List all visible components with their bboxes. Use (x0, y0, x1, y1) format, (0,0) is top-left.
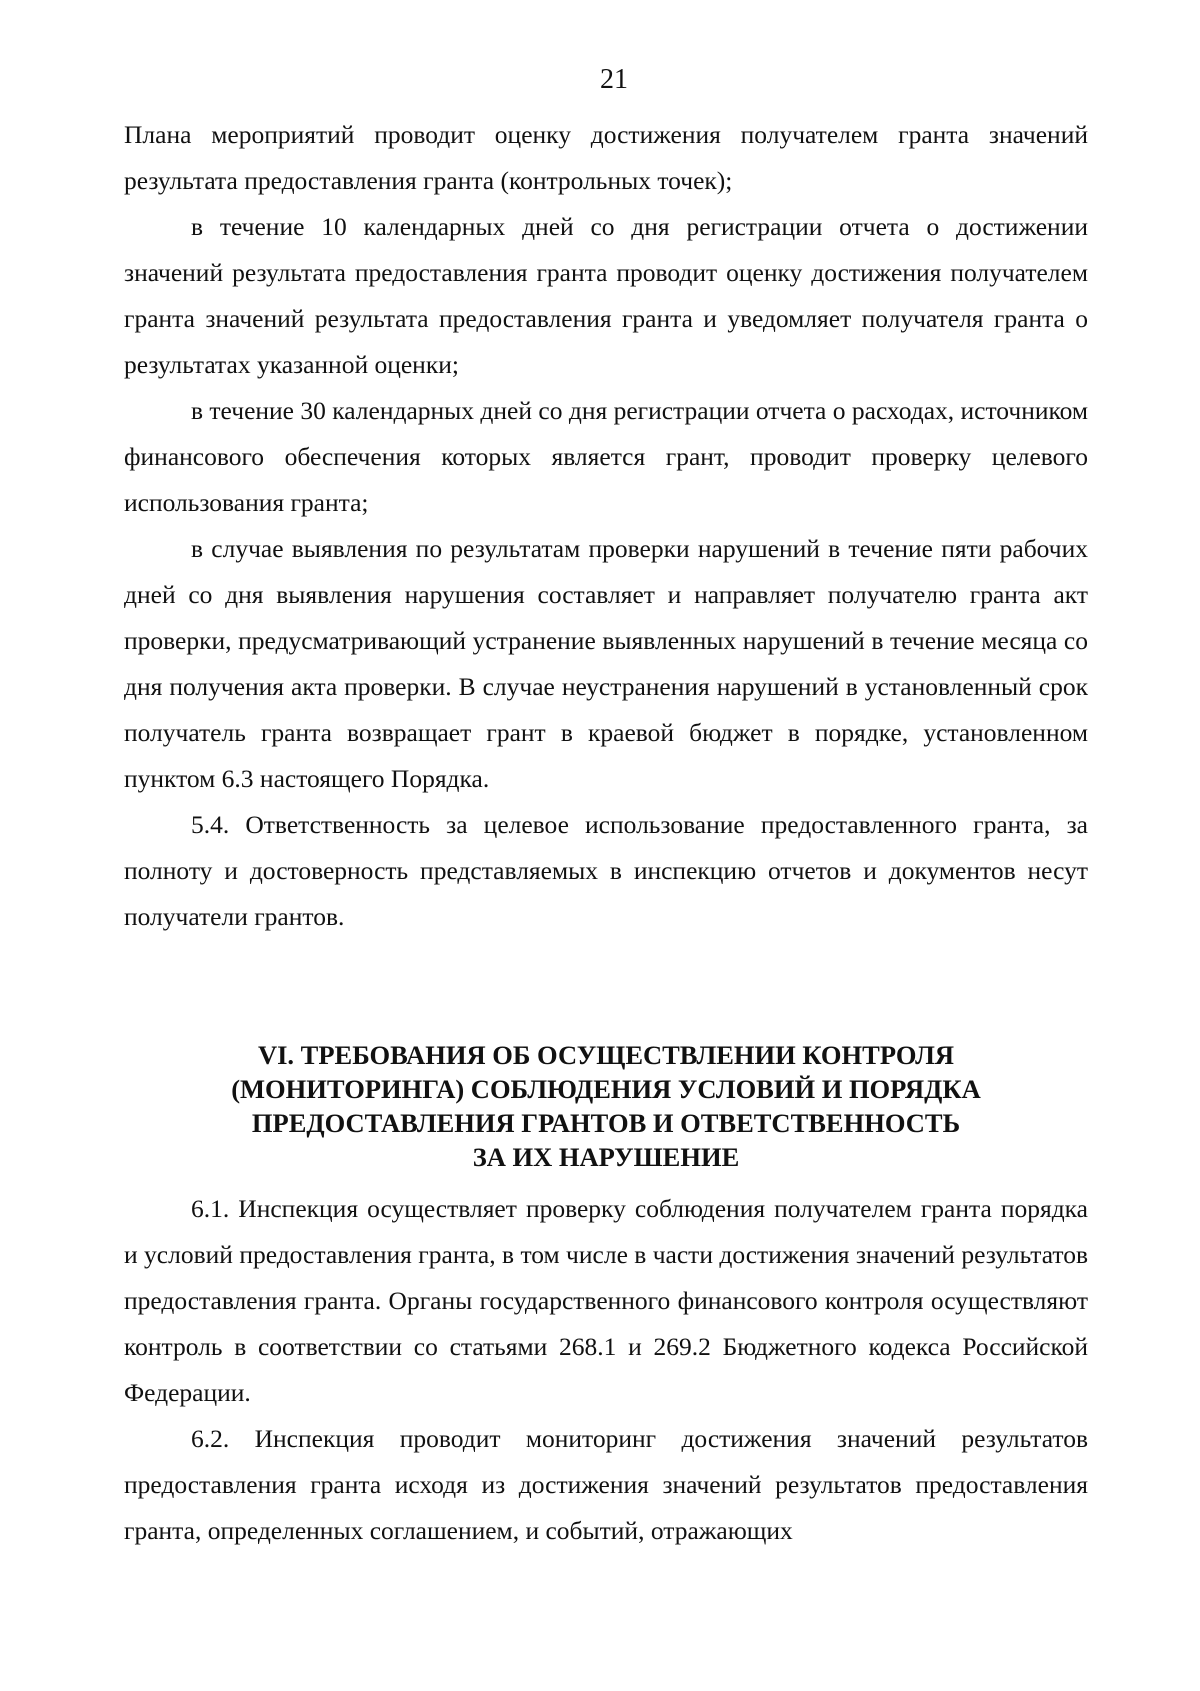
section-heading-line: ПРЕДОСТАВЛЕНИЯ ГРАНТОВ И ОТВЕТСТВЕННОСТЬ (251, 1108, 961, 1138)
page-number: 21 (600, 64, 628, 95)
paragraph-plan-continuation: Плана мероприятий проводит оценку достижения получателем гранта значений результата предоставления гранта (контрольных точек); (124, 120, 1088, 195)
body-text-bottom (124, 1186, 1088, 1554)
section-heading-vi (124, 1038, 1088, 1174)
paragraph-30-days: в течение 30 календарных дней со дня регистрации отчета о расходах, источником финансового обеспечения которых является грант, проводит проверку целевого использования гранта; (124, 396, 1088, 517)
paragraph-6-1: 6.1. Инспекция осуществляет проверку соблюдения получателем гранта порядка и условий предоставления гранта, в том числе в части достижения значений результатов предоставления гранта. Органы государственного финансового контроля осуществляют контроль в соответствии со статьями 268.1 и 269.2 Бюджетного кодекса Российской Федерации. (124, 1194, 1088, 1407)
section-heading-line: ЗА ИХ НАРУШЕНИЕ (472, 1142, 740, 1172)
paragraph-violations: в случае выявления по результатам проверки нарушений в течение пяти рабочих дней со дня выявления нарушения составляет и направляет получателю гранта акт проверки, предусматривающий устранение выявленных нарушений в течение месяца со дня получения акта проверки. В случае неустранения нарушений в установленный срок получатель гранта возвращает грант в краевой бюджет в порядке, установленном пунктом 6.3 настоящего Порядка. (124, 534, 1088, 793)
body-text-top (124, 112, 1088, 940)
section-heading-line: (МОНИТОРИНГА) СОБЛЮДЕНИЯ УСЛОВИЙ И ПОРЯДКА (231, 1074, 981, 1104)
section-heading-line: VI. ТРЕБОВАНИЯ ОБ ОСУЩЕСТВЛЕНИИ КОНТРОЛЯ (257, 1040, 955, 1070)
paragraph-6-2: 6.2. Инспекция проводит мониторинг достижения значений результатов предоставления гранта исходя из достижения значений результатов предоставления гранта, определенных соглашением, и событий, отражающих (124, 1424, 1088, 1545)
paragraph-10-days: в течение 10 календарных дней со дня регистрации отчета о достижении значений результата предоставления гранта проводит оценку достижения получателем гранта значений результата предоставления гранта и уведомляет получателя гранта о результатах указанной оценки; (124, 212, 1088, 379)
paragraph-5-4: 5.4. Ответственность за целевое использование предоставленного гранта, за полноту и достоверность представляемых в инспекцию отчетов и документов несут получатели грантов. (124, 810, 1088, 931)
